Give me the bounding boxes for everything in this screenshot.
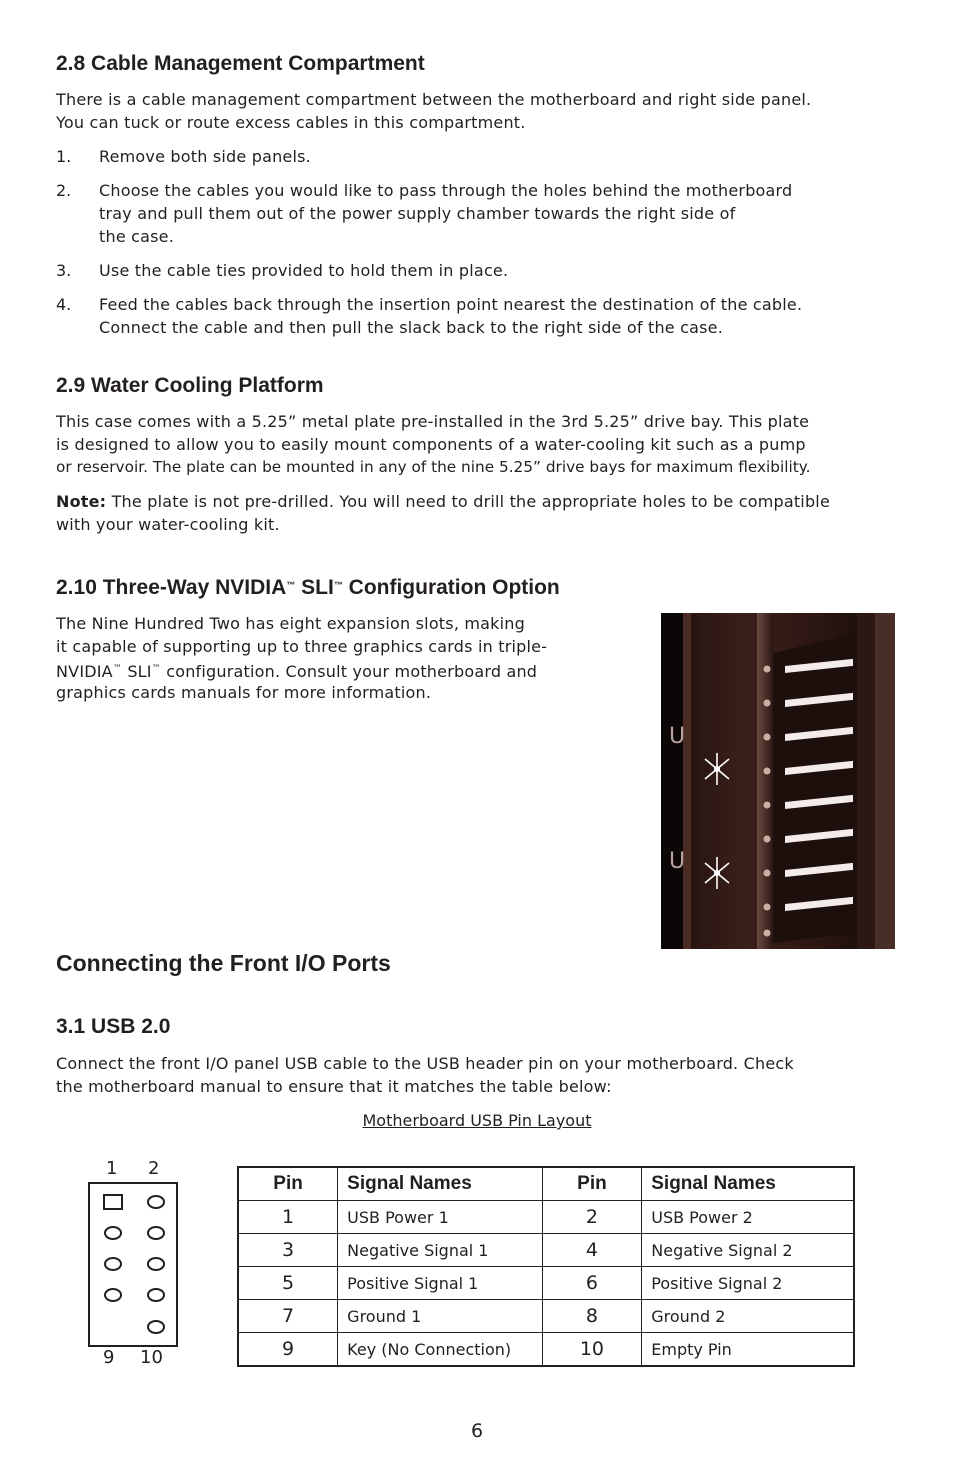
trademark-symbol: ™ (333, 580, 343, 590)
table-row (238, 1267, 854, 1300)
table-row (238, 1333, 854, 1367)
table-row (238, 1234, 854, 1267)
note-line (56, 490, 830, 513)
table-cell: 3 (238, 1234, 338, 1267)
column-header: Signal Names (338, 1167, 542, 1201)
table-cell: Key (No Connection) (338, 1333, 542, 1367)
text-part: NVIDIA (56, 662, 113, 681)
step-number: 3. (56, 261, 72, 280)
step-text: tray and pull them out of the power supply chamber towards the right side of (99, 204, 736, 223)
trademark-symbol: ™ (151, 664, 161, 674)
step-number: 4. (56, 295, 72, 314)
section-title-sli (56, 576, 560, 600)
table-cell: Empty Pin (642, 1333, 854, 1367)
pin-label-2: 2 (148, 1158, 160, 1179)
expansion-slots-photo (661, 613, 895, 949)
paragraph-line: or reservoir. The plate can be mounted in any of the nine 5.25” drive bays for maximum flexibility. (56, 458, 811, 476)
column-header: Pin (542, 1167, 642, 1201)
step-text: Feed the cables back through the insertion point nearest the destination of the cable. (99, 295, 803, 314)
table-cell: Ground 2 (642, 1300, 854, 1333)
step-text: the case. (99, 227, 175, 246)
step-number: 1. (56, 147, 72, 166)
pin-circle-icon (104, 1226, 122, 1240)
step-number: 2. (56, 181, 72, 200)
paragraph-line: graphics cards manuals for more information. (56, 683, 432, 702)
column-header: Pin (238, 1167, 338, 1201)
paragraph-line (56, 658, 537, 683)
chapter-title-front-io: Connecting the Front I/O Ports (56, 950, 391, 976)
step-text: Connect the cable and then pull the slack back to the right side of the case. (99, 318, 724, 337)
table-row (238, 1201, 854, 1234)
paragraph-line: You can tuck or route excess cables in this compartment. (56, 113, 526, 132)
step-text: Choose the cables you would like to pass through the holes behind the motherboard (99, 181, 793, 200)
section-title-cable-management: 2.8 Cable Management Compartment (56, 52, 425, 75)
svg-text:U: U (669, 849, 686, 874)
title-part: Configuration Option (342, 576, 560, 599)
svg-text:U: U (669, 724, 686, 749)
table-cell: 8 (542, 1300, 642, 1333)
table-cell: 4 (542, 1234, 642, 1267)
pin-label-9: 9 (103, 1347, 115, 1368)
table-cell: Positive Signal 2 (642, 1267, 854, 1300)
step-text: Remove both side panels. (99, 147, 311, 166)
title-part: 2.10 Three-Way NVIDIA (56, 576, 287, 599)
pin-circle-icon (104, 1257, 122, 1271)
table-caption: Motherboard USB Pin Layout (362, 1111, 592, 1130)
table-cell: 7 (238, 1300, 338, 1333)
paragraph-line: the motherboard manual to ensure that it matches the table below: (56, 1077, 612, 1096)
paragraph-line: Connect the front I/O panel USB cable to the USB header pin on your motherboard. Check (56, 1054, 794, 1073)
table-cell: USB Power 2 (642, 1201, 854, 1234)
title-part: SLI (295, 576, 334, 599)
page-number: 6 (470, 1420, 484, 1442)
pin-label-10: 10 (140, 1347, 163, 1368)
paragraph-line: There is a cable management compartment between the motherboard and right side panel. (56, 90, 812, 109)
section-title-usb: 3.1 USB 2.0 (56, 1015, 171, 1038)
table-cell: Negative Signal 2 (642, 1234, 854, 1267)
text-part: configuration. Consult your motherboard and (160, 662, 538, 681)
pin-circle-icon (147, 1288, 165, 1302)
table-cell: 6 (542, 1267, 642, 1300)
table-cell: 9 (238, 1333, 338, 1367)
table-cell: 1 (238, 1201, 338, 1234)
pin-circle-icon (104, 1288, 122, 1302)
note-label: Note: (56, 492, 107, 511)
usb-pin-table (237, 1166, 855, 1367)
step-text: Use the cable ties provided to hold them in place. (99, 261, 509, 280)
paragraph-line: This case comes with a 5.25” metal plate pre-installed in the 3rd 5.25” drive bay. This plate (56, 412, 810, 431)
trademark-symbol: ™ (112, 664, 123, 674)
table-cell: 10 (542, 1333, 642, 1367)
pin-circle-icon (147, 1320, 165, 1334)
table-cell: 2 (542, 1201, 642, 1234)
paragraph-line: is designed to allow you to easily mount components of a water-cooling kit such as a pump (56, 435, 806, 454)
pin-label-1: 1 (106, 1158, 118, 1179)
text-part: SLI (122, 662, 152, 681)
paragraph-line: it capable of supporting up to three graphics cards in triple- (56, 637, 548, 656)
pin-circle-icon (147, 1195, 165, 1209)
section-title-water-cooling: 2.9 Water Cooling Platform (56, 374, 324, 397)
table-row (238, 1300, 854, 1333)
table-header-row (238, 1167, 854, 1201)
pin-circle-icon (147, 1257, 165, 1271)
table-cell: Positive Signal 1 (338, 1267, 542, 1300)
note-text: The plate is not pre-drilled. You will need to drill the appropriate holes to be compatible (106, 492, 831, 511)
pin-circle-icon (147, 1226, 165, 1240)
usb-header-diagram (88, 1182, 178, 1347)
paragraph-line: The Nine Hundred Two has eight expansion slots, making (56, 614, 525, 633)
trademark-symbol: ™ (286, 580, 296, 590)
note-line: with your water-cooling kit. (56, 515, 280, 534)
table-cell: 5 (238, 1267, 338, 1300)
column-header: Signal Names (642, 1167, 854, 1201)
table-cell: Negative Signal 1 (338, 1234, 542, 1267)
pin-square-icon (103, 1194, 123, 1210)
table-cell: Ground 1 (338, 1300, 542, 1333)
table-cell: USB Power 1 (338, 1201, 542, 1234)
